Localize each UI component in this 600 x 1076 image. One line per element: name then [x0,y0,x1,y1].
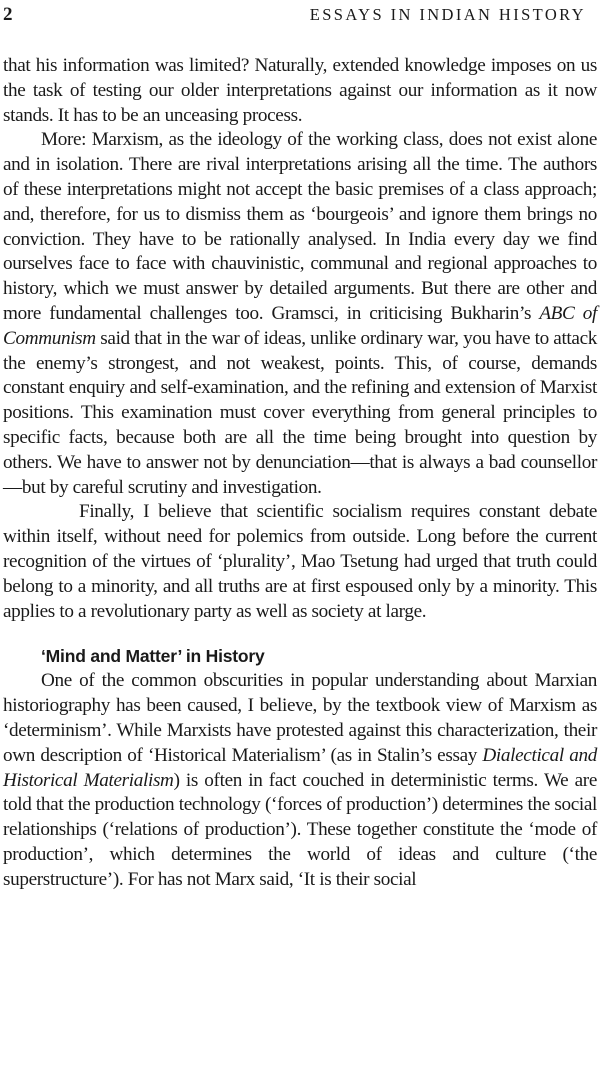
page-number: 2 [3,4,13,25]
paragraph-continued: that his information was limited? Naturally, extended knowledge imposes on us the task of testing our older interpretations against our information as it now stands. It has to be an unceasing process. [3,55,597,126]
paragraph-text: One of the common obscurities in popular understanding about Marxian historiography has been caused, I believe, by the textbook view of Marxism as ‘determinism’. While Marxists have protested against this characterization, their own description of ‘Historical Materialism’ (as in Stalin’s essay [3,670,597,766]
paragraph-determinism [3,669,597,892]
running-head [0,4,600,28]
paragraph-text: More: Marxism, as the ideology of the working class, does not exist alone and in isolation. There are rival interpretations arising all the time. The authors of these interpretations might not accept the basic premises of a class approach; and, therefore, for us to dismiss them as ‘bourgeois’ and ignore them brings no conviction. They have to be rationally analysed. In India every day we find ourselves face to face with chauvinistic, communal and regional approaches to history, which we must answer by detailed arguments. But there are other and more fundamental challenges too. Gramsci, in criticising Bukharin’s [3,129,597,324]
essay-title: Dialectical and Historical Materialism [3,744,597,791]
paragraph-scientific-socialism: Finally, I believe that scientific socialism requires constant debate within itself, without need for polemics from outside. Long before the current recognition of the virtues of ‘plurality’, Mao Tsetung had urged that truth could belong to a minority, and all truths are at first espoused only by a minority. This applies to a revolutionary party as well as society at large. [3,501,597,622]
paragraph-marxism-ideology [3,128,597,500]
paragraph-text: ) is often in fact couched in deterministic terms. We are told that the production technology (‘forces of production’) determines the social relationships (‘relations of production’). These together constitute the ‘mode of production’, which determines the world of ideas and culture (‘the superstructure’). For has not Marx said, ‘It is their social [3,769,598,890]
paragraph-text: said that in the war of ideas, unlike ordinary war, you have to attack the enemy’s strongest, and not weakest, points. This, of course, demands constant enquiry and self-examination, and the refining and extension of Marxist positions. This examination must cover everything from general principles to specific facts, because both are all the time being brought into question by others. We have to answer not by denunciation—that is always a bad counsellor—but by careful scrutiny and investigation. [3,327,597,498]
body-text [3,54,597,893]
section-heading: ‘Mind and Matter’ in History [41,646,265,667]
book-title: ABC of Communism [3,302,597,349]
running-title: ESSAYS IN INDIAN HISTORY [309,5,586,24]
